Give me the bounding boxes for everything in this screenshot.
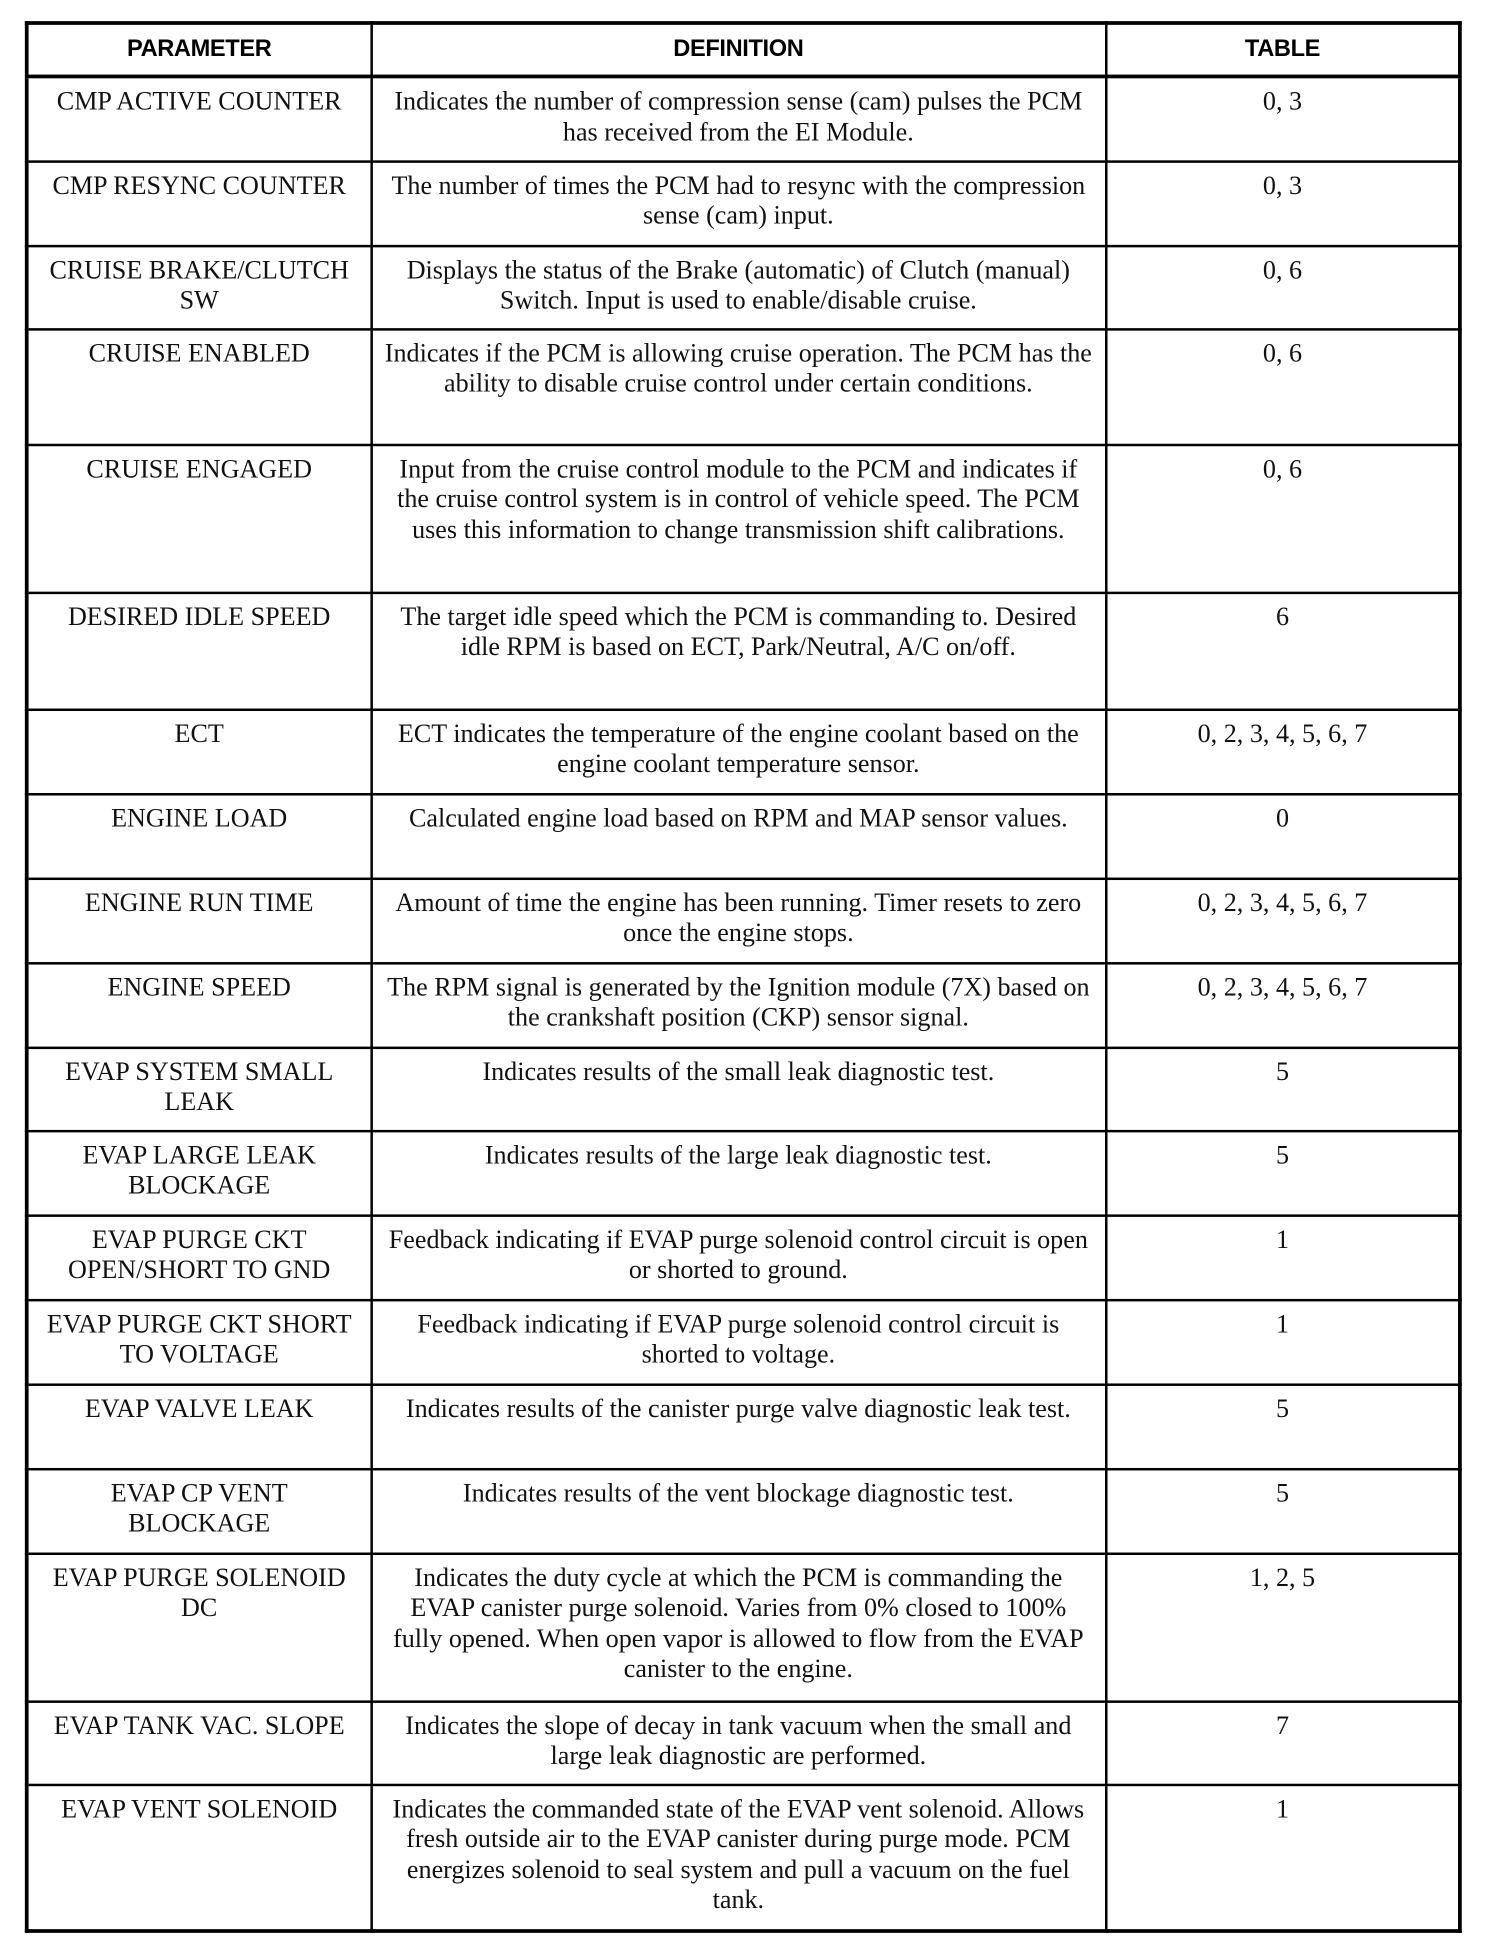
table-ref-cell: 0: [1106, 794, 1460, 879]
table-ref-cell: 0, 2, 3, 4, 5, 6, 7: [1106, 709, 1460, 794]
definition-cell: The RPM signal is generated by the Ignition module (7X) based on the crankshaft position (CKP) sensor signal.: [371, 963, 1106, 1048]
table-ref-cell: 5: [1106, 1384, 1460, 1469]
parameter-cell: CMP RESYNC COUNTER: [27, 161, 371, 246]
parameter-cell: EVAP VALVE LEAK: [27, 1384, 371, 1469]
table-ref-cell: 0, 3: [1106, 161, 1460, 246]
definition-cell: Feedback indicating if EVAP purge solenoid control circuit is shorted to voltage.: [371, 1300, 1106, 1385]
parameter-cell: EVAP PURGE CKT OPEN/SHORT TO GND: [27, 1215, 371, 1300]
table-ref-cell: 1: [1106, 1300, 1460, 1385]
parameter-cell: CRUISE ENABLED: [27, 329, 371, 445]
table-ref-cell: 6: [1106, 592, 1460, 709]
table-row: [27, 161, 1460, 246]
table-ref-cell: 1, 2, 5: [1106, 1553, 1460, 1701]
table-ref-cell: 0, 6: [1106, 329, 1460, 445]
table-ref-cell: 0, 2, 3, 4, 5, 6, 7: [1106, 878, 1460, 963]
table-row: [27, 1701, 1460, 1784]
header-definition: DEFINITION: [371, 23, 1106, 76]
table-row: [27, 1469, 1460, 1554]
table-row: [27, 1384, 1460, 1469]
table-ref-cell: 0, 6: [1106, 444, 1460, 592]
table-row: [27, 592, 1460, 709]
parameter-cell: EVAP SYSTEM SMALL LEAK: [27, 1047, 371, 1130]
parameter-cell: ENGINE SPEED: [27, 963, 371, 1048]
table-row: [27, 794, 1460, 879]
table-row: [27, 1215, 1460, 1300]
parameter-cell: EVAP VENT SOLENOID: [27, 1784, 371, 1931]
table-ref-cell: 5: [1106, 1047, 1460, 1130]
table-ref-cell: 0, 2, 3, 4, 5, 6, 7: [1106, 963, 1460, 1048]
header-parameter: PARAMETER: [27, 23, 371, 76]
parameter-cell: DESIRED IDLE SPEED: [27, 592, 371, 709]
table-row: [27, 1300, 1460, 1385]
definition-cell: Indicates the commanded state of the EVAP vent solenoid. Allows fresh outside air to the EVAP canister during purge mode. PCM energizes solenoid to seal system and pull a vacuum on the fuel tank.: [371, 1784, 1106, 1931]
table-ref-cell: 1: [1106, 1215, 1460, 1300]
parameter-cell: ECT: [27, 709, 371, 794]
table-ref-cell: 1: [1106, 1784, 1460, 1931]
table-ref-cell: 5: [1106, 1469, 1460, 1554]
definition-cell: Amount of time the engine has been running. Timer resets to zero once the engine stops.: [371, 878, 1106, 963]
definition-cell: ECT indicates the temperature of the engine coolant based on the engine coolant temperature sensor.: [371, 709, 1106, 794]
table-ref-cell: 0, 3: [1106, 76, 1460, 161]
definition-cell: Indicates the duty cycle at which the PCM is commanding the EVAP canister purge solenoid. Varies from 0% closed to 100% fully opened. When open vapor is allowed to flow from the EVAP canister to the engine.: [371, 1553, 1106, 1701]
definition-cell: Calculated engine load based on RPM and MAP sensor values.: [371, 794, 1106, 879]
parameter-table: [25, 21, 1462, 1933]
table-row: [27, 329, 1460, 445]
parameter-cell: CRUISE BRAKE/CLUTCH SW: [27, 245, 371, 328]
definition-cell: Input from the cruise control module to the PCM and indicates if the cruise control system is in control of vehicle speed. The PCM uses this information to change transmission shift calibrations.: [371, 444, 1106, 592]
header-table: TABLE: [1106, 23, 1460, 76]
parameter-cell: EVAP TANK VAC. SLOPE: [27, 1701, 371, 1784]
table-row: [27, 444, 1460, 592]
parameter-cell: ENGINE LOAD: [27, 794, 371, 879]
definition-cell: The target idle speed which the PCM is commanding to. Desired idle RPM is based on ECT, Park/Neutral, A/C on/off.: [371, 592, 1106, 709]
table-row: [27, 1047, 1460, 1130]
table-row: [27, 1131, 1460, 1216]
table-row: [27, 245, 1460, 328]
table-ref-cell: 0, 6: [1106, 245, 1460, 328]
definition-cell: Displays the status of the Brake (automatic) of Clutch (manual) Switch. Input is used to enable/disable cruise.: [371, 245, 1106, 328]
definition-cell: Indicates results of the vent blockage diagnostic test.: [371, 1469, 1106, 1554]
table-ref-cell: 5: [1106, 1131, 1460, 1216]
table-ref-cell: 7: [1106, 1701, 1460, 1784]
header-row: [27, 23, 1460, 76]
definition-cell: Indicates if the PCM is allowing cruise operation. The PCM has the ability to disable cruise control under certain conditions.: [371, 329, 1106, 445]
definition-cell: Indicates the number of compression sense (cam) pulses the PCM has received from the EI Module.: [371, 76, 1106, 161]
table-row: [27, 709, 1460, 794]
table-row: [27, 963, 1460, 1048]
definition-cell: The number of times the PCM had to resync with the compression sense (cam) input.: [371, 161, 1106, 246]
parameter-cell: EVAP PURGE SOLENOID DC: [27, 1553, 371, 1701]
definition-cell: Indicates results of the large leak diagnostic test.: [371, 1131, 1106, 1216]
parameter-cell: CRUISE ENGAGED: [27, 444, 371, 592]
parameter-cell: ENGINE RUN TIME: [27, 878, 371, 963]
parameter-cell: CMP ACTIVE COUNTER: [27, 76, 371, 161]
definition-cell: Indicates results of the canister purge valve diagnostic leak test.: [371, 1384, 1106, 1469]
table-row: [27, 76, 1460, 161]
parameter-cell: EVAP CP VENT BLOCKAGE: [27, 1469, 371, 1554]
definition-cell: Indicates results of the small leak diagnostic test.: [371, 1047, 1106, 1130]
parameter-cell: EVAP PURGE CKT SHORT TO VOLTAGE: [27, 1300, 371, 1385]
table-row: [27, 878, 1460, 963]
table-row: [27, 1784, 1460, 1931]
table-row: [27, 1553, 1460, 1701]
parameter-cell: EVAP LARGE LEAK BLOCKAGE: [27, 1131, 371, 1216]
definition-cell: Indicates the slope of decay in tank vacuum when the small and large leak diagnostic are performed.: [371, 1701, 1106, 1784]
definition-cell: Feedback indicating if EVAP purge solenoid control circuit is open or shorted to ground.: [371, 1215, 1106, 1300]
